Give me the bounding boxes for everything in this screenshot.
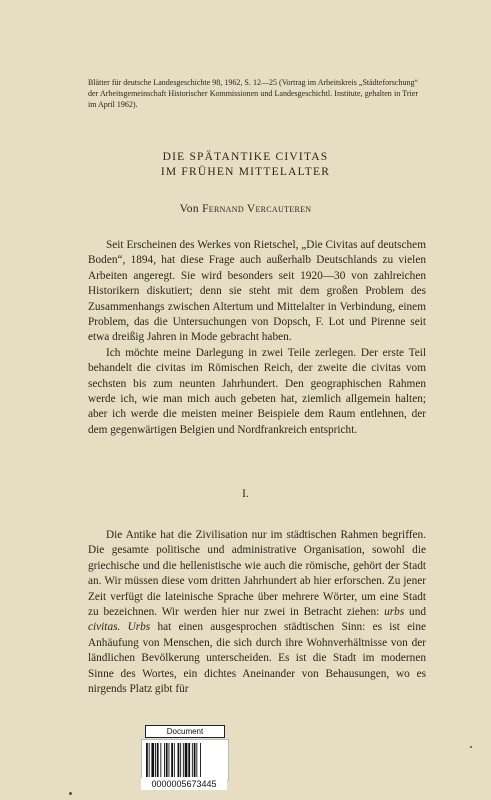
barcode-bar [194,743,196,777]
barcode-bar [180,743,181,777]
barcode-bar [196,743,197,777]
barcode-bar [174,743,175,777]
speck-mark [470,746,472,748]
section-heading: I. [242,488,249,500]
barcode-number: 0000005673445 [141,778,227,790]
barcode-bar [178,743,180,777]
barcode-bar [157,743,159,777]
barcode-bar [169,743,170,777]
paragraph-3 [88,528,426,697]
citation [88,77,418,110]
term-urbs: urbs [384,606,405,619]
barcode-bar [183,743,184,777]
barcode-bar [200,743,201,777]
section-text [88,528,426,697]
barcode-icon [141,739,229,781]
title-line-1: DIE SPÄTANTIKE CIVITAS [162,151,329,163]
author-line [0,203,491,215]
paragraph-3-part-1: Die Antike hat die Zivilisation nur im städtischen Rahmen begriffen. Die gesamte politische und administrative Organisation, sowohl die griechische und die hellenistische wie auch die römische, gehört der Stadt an. Wir müssen diese vom dritten Jahrhundert ab hier erforschen. Zu jener Zeit verfügt die lateinische Sprache über mehrere Wörter, um eine Stadt zu bezeichnen. Wir werden hier nur zwei in Betracht ziehen: [88,529,426,619]
barcode-bar [188,743,190,777]
barcode-bar [155,743,156,777]
paragraph-1: Seit Erscheinen des Werkes von Rietschel, „Die Civitas auf deutschem Boden“, 1894, hat diese Frage auch außerhalb Deutschlands zu vielen Arbeiten angeregt. Sie wird besonders seit 1920—30 von zahlreichen Historikern diskutiert; denn sie steht mit dem großen Problem des Zusammenhangs zwischen Altertum und Mittelalter in Verbindung, einem Problem, das die Untersuchungen von Dopsch, F. Lot und Pirenne seit etwa dreißig Jahren in Mode gebracht haben. [88,239,426,344]
paragraph-2: Ich möchte meine Darlegung in zwei Teile zerlegen. Der erste Teil behandelt die civitas im Römischen Reich, der zweite die civitas vom sechsten bis zum neunten Jahrhundert. Den geographischen Rahmen werde ich, wie man mich auch gebeten hat, ziemlich allgemein halten; aber ich werde die meisten meiner Beispiele dem Raum entlehnen, der dem gegenwärtigen Belgien und Nordfrankreich entspricht. [88,346,426,436]
author-name: Fernand Vercauteren [202,203,312,215]
citation-text: Blätter für deutsche Landesgeschichte 98, 1962, S. 12—25 (Vortrag im Arbeitskreis „Städteforschung“ der Arbeitsgemeinschaft Historischer Kommissionen und Landesgeschichtl. Institute, gehalten in Trier im April 1962). [88,78,418,109]
document-label: Document [145,725,225,738]
barcode-bar [171,743,173,777]
author-prefix: Von [179,203,199,215]
barcode-bar [166,743,168,777]
term-civitas-urbs: civitas. Urbs [88,621,151,634]
barcode-bar [149,743,150,777]
intro-text [88,238,426,438]
speck-mark [69,792,72,795]
barcode-bar [192,743,193,777]
paragraph-3-part-3: hat einen ausgesprochen städtischen Sinn: es ist eine Anhäufung von Menschen, die sich durch ihre Wohnverhältnisse von der ländlichen Bevölkerung unterscheiden. Es ist die Stadt im modernen Sinne des Wortes, ein dichtes Aneinander von Behausungen, wo es nirgends Platz gibt für [88,621,426,696]
barcode-bar [151,743,154,777]
barcode-bar [160,743,161,777]
barcode-bar [185,743,188,777]
barcode-bar [146,743,148,777]
title-line-2: IM FRÜHEN MITTELALTER [160,166,331,178]
barcode-bar [164,743,165,777]
paragraph-3-part-2: und [404,606,426,619]
